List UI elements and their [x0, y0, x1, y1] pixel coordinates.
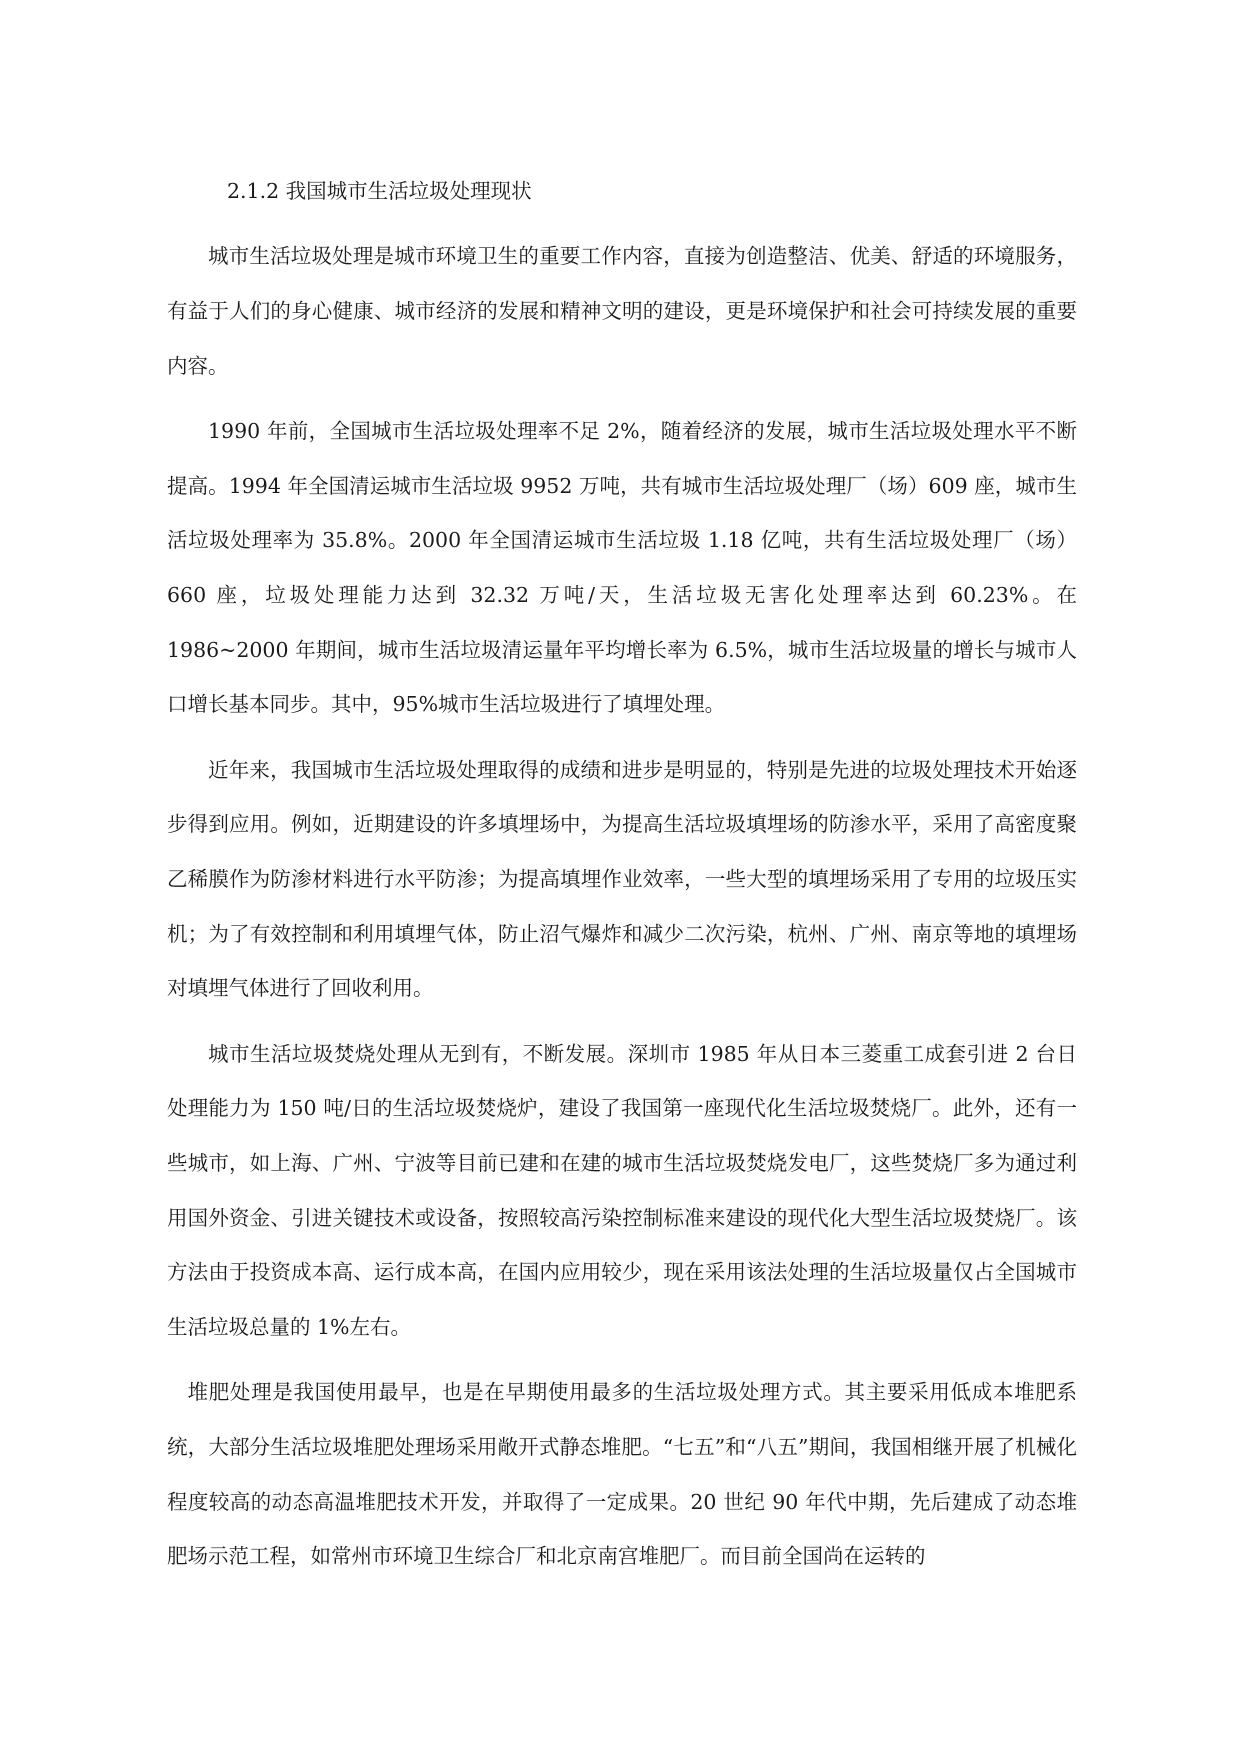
document-body	[167, 164, 1077, 1584]
paragraph-incineration: 城市生活垃圾焚烧处理从无到有，不断发展。深圳市 1985 年从日本三菱重工成套引进 2 台日处理能力为 150 吨/日的生活垃圾焚烧炉，建设了我国第一座现代化生活垃圾焚烧厂。此外，还有一些城市，如上海、广州、宁波等目前已建和在建的城市生活垃圾焚烧发电厂，这些焚烧厂多为通过利用国外资金、引进关键技术或设备，按照较高污染控制标准来建设的现代化大型生活垃圾焚烧厂。该方法由于投资成本高、运行成本高，在国内应用较少，现在采用该法处理的生活垃圾量仅占全国城市生活垃圾总量的 1%左右。	[167, 1041, 1077, 1340]
section-heading: 2.1.2 我国城市生活垃圾处理现状	[227, 179, 532, 203]
paragraph-composting: 堆肥处理是我国使用最早，也是在早期使用最多的生活垃圾处理方式。其主要采用低成本堆肥系统，大部分生活垃圾堆肥处理场采用敞开式静态堆肥。“七五”和“八五”期间，我国相继开展了机械化程度较高的动态高温堆肥技术开发，并取得了一定成果。20 世纪 90 年代中期，先后建成了动态堆肥场示范工程，如常州市环境卫生综合厂和北京南宫堆肥厂。而目前全国尚在运转的	[167, 1380, 1077, 1569]
paragraph-statistics: 1990 年前，全国城市生活垃圾处理率不足 2%，随着经济的发展，城市生活垃圾处理水平不断提高。1994 年全国清运城市生活垃圾 9952 万吨，共有城市生活垃圾处理厂（场）609 座，城市生活垃圾处理率为 35.8%。2000 年全国清运城市生活垃圾 1.18 亿吨，共有生活垃圾处理厂（场）660 座，垃圾处理能力达到 32.32 万吨/天，生活垃圾无害化处理率达到 60.23%。在 1986~2000 年期间，城市生活垃圾清运量年平均增长率为 6.5%，城市生活垃圾量的增长与城市人口增长基本同步。其中，95%城市生活垃圾进行了填埋处理。	[167, 418, 1077, 717]
paragraph-intro: 城市生活垃圾处理是城市环境卫生的重要工作内容，直接为创造整洁、优美、舒适的环境服务，有益于人们的身心健康、城市经济的发展和精神文明的建设，更是环境保护和社会可持续发展的重要内容。	[167, 244, 1077, 378]
paragraph-landfill: 近年来，我国城市生活垃圾处理取得的成绩和进步是明显的，特别是先进的垃圾处理技术开始逐步得到应用。例如，近期建设的许多填埋场中，为提高生活垃圾填埋场的防渗水平，采用了高密度聚乙稀膜作为防渗材料进行水平防渗；为提高填埋作业效率，一些大型的填埋场采用了专用的垃圾压实机；为了有效控制和利用填埋气体，防止沼气爆炸和减少二次污染，杭州、广州、南京等地的填埋场对填埋气体进行了回收利用。	[167, 757, 1077, 1001]
